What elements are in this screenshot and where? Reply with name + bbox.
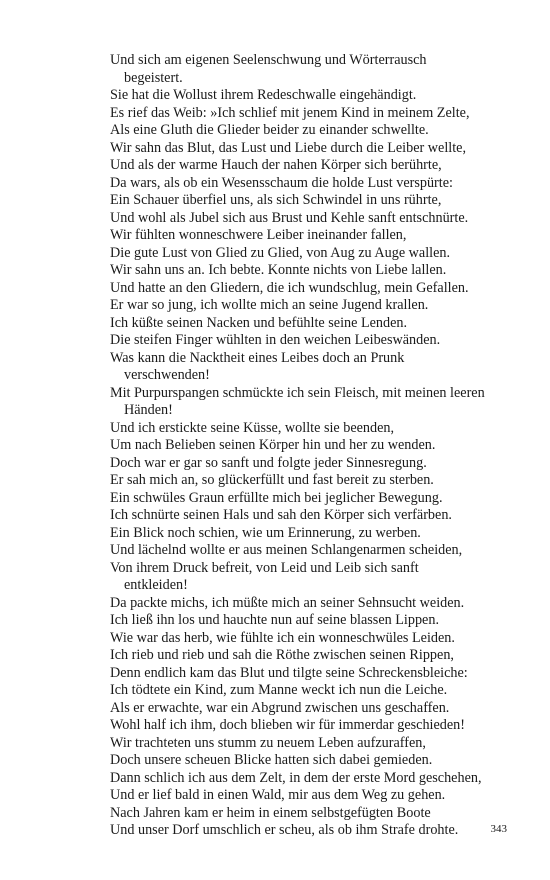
poem-line: Wir sahn uns an. Ich bebte. Konnte nichts von Liebe lallen. <box>110 262 447 278</box>
poem-line-continuation: begeistert. <box>124 69 183 86</box>
poem-line: Sie hat die Wollust ihrem Redeschwalle eingehändigt. <box>110 87 417 103</box>
poem-line-continuation: verschwenden! <box>124 367 210 383</box>
poem-line: Wir fühlten wonneschwere Leiber ineinander fallen, <box>110 227 407 243</box>
poem-line: Es rief das Weib: »Ich schlief mit jenem Kind in meinem Zelte, <box>110 104 470 121</box>
poem-line: Um nach Belieben seinen Körper hin und her zu wenden. <box>110 437 436 453</box>
poem-line: Denn endlich kam das Blut und tilgte seine Schreckensbleiche: <box>110 664 468 681</box>
poem-line: Ein Blick noch schien, wie um Erinnerung, zu werben. <box>110 524 421 541</box>
poem-line: Da packte michs, ich müßte mich an seiner Sehnsucht weiden. <box>110 594 465 611</box>
poem-line: Ich tödtete ein Kind, zum Manne weckt ich nun die Leiche. <box>110 682 448 698</box>
poem-line: Ich schnürte seinen Hals und sah den Körper sich verfärben. <box>110 507 452 523</box>
poem-line: Ein Schauer überfiel uns, als sich Schwindel in uns rührte, <box>110 192 442 208</box>
poem-line: Er war so jung, ich wollte mich an seine Jugend krallen. <box>110 297 429 313</box>
poem-line: Da wars, als ob ein Wesensschaum die holde Lust verspürte: <box>110 174 453 191</box>
poem-text <box>110 52 510 840</box>
poem-line: Und er lief bald in einen Wald, mir aus dem Weg zu gehen. <box>110 787 446 803</box>
poem-line-continuation: entkleiden! <box>124 577 188 593</box>
poem-line: Wir sahn das Blut, das Lust und Liebe durch die Leiber wellte, <box>110 139 466 156</box>
poem-line: Die steifen Finger wühlten in den weichen Leibeswänden. <box>110 332 441 348</box>
poem-line: Und hatte an den Gliedern, die ich wundschlug, mein Gefallen. <box>110 279 469 296</box>
poem-line: Und lächelnd wollte er aus meinen Schlangenarmen scheiden, <box>110 542 463 558</box>
poem-line: Ich ließ ihn los und hauchte nun auf seine blassen Lippen. <box>110 612 439 628</box>
poem-line: Dann schlich ich aus dem Zelt, in dem der erste Mord geschehen, <box>110 769 482 786</box>
poem-line: Mit Purpurspangen schmückte ich sein Fleisch, mit meinen leeren <box>110 384 485 401</box>
poem-line: Ich rieb und rieb und sah die Röthe zwischen seinen Rippen, <box>110 647 454 663</box>
poem-line-continuation: Händen! <box>124 402 173 418</box>
poem-line: Und wohl als Jubel sich aus Brust und Kehle sanft entschnürte. <box>110 209 469 226</box>
poem-line: Wohl half ich ihm, doch blieben wir für immerdar geschieden! <box>110 717 466 733</box>
poem-line: Von ihrem Druck befreit, von Leid und Leib sich sanft <box>110 559 419 576</box>
poem-line: Doch war er gar so sanft und folgte jeder Sinnesregung. <box>110 454 427 471</box>
poem-line: Als er erwachte, war ein Abgrund zwischen uns geschaffen. <box>110 699 450 716</box>
poem-line: Doch unsere scheuen Blicke hatten sich dabei gemieden. <box>110 752 433 768</box>
poem-line: Ich küßte seinen Nacken und befühlte seine Lenden. <box>110 314 408 331</box>
poem-line: Was kann die Nacktheit eines Leibes doch an Prunk <box>110 349 405 366</box>
poem-line: Nach Jahren kam er heim in einem selbstgefügten Boote <box>110 804 431 821</box>
page-number: 343 <box>490 823 507 835</box>
poem-line: Und als der warme Hauch der nahen Körper sich berührte, <box>110 157 442 173</box>
poem-line: Und unser Dorf umschlich er scheu, als ob ihm Strafe drohte. <box>110 822 459 838</box>
poem-line: Er sah mich an, so glückerfüllt und fast bereit zu sterben. <box>110 472 434 488</box>
poem-line: Wie war das herb, wie fühlte ich ein wonneschwüles Leiden. <box>110 629 455 646</box>
poem-line: Als eine Gluth die Glieder beider zu einander schwellte. <box>110 122 429 138</box>
poem-line: Und ich erstickte seine Küsse, wollte sie beenden, <box>110 419 395 436</box>
poem-line: Und sich am eigenen Seelenschwung und Wörterrausch <box>110 52 427 68</box>
poem-line: Wir trachteten uns stumm zu neuem Leben aufzuraffen, <box>110 734 426 751</box>
poem-line: Die gute Lust von Glied zu Glied, von Aug zu Auge wallen. <box>110 244 451 261</box>
poem-line: Ein schwüles Graun erfüllte mich bei jeglicher Bewegung. <box>110 489 443 506</box>
